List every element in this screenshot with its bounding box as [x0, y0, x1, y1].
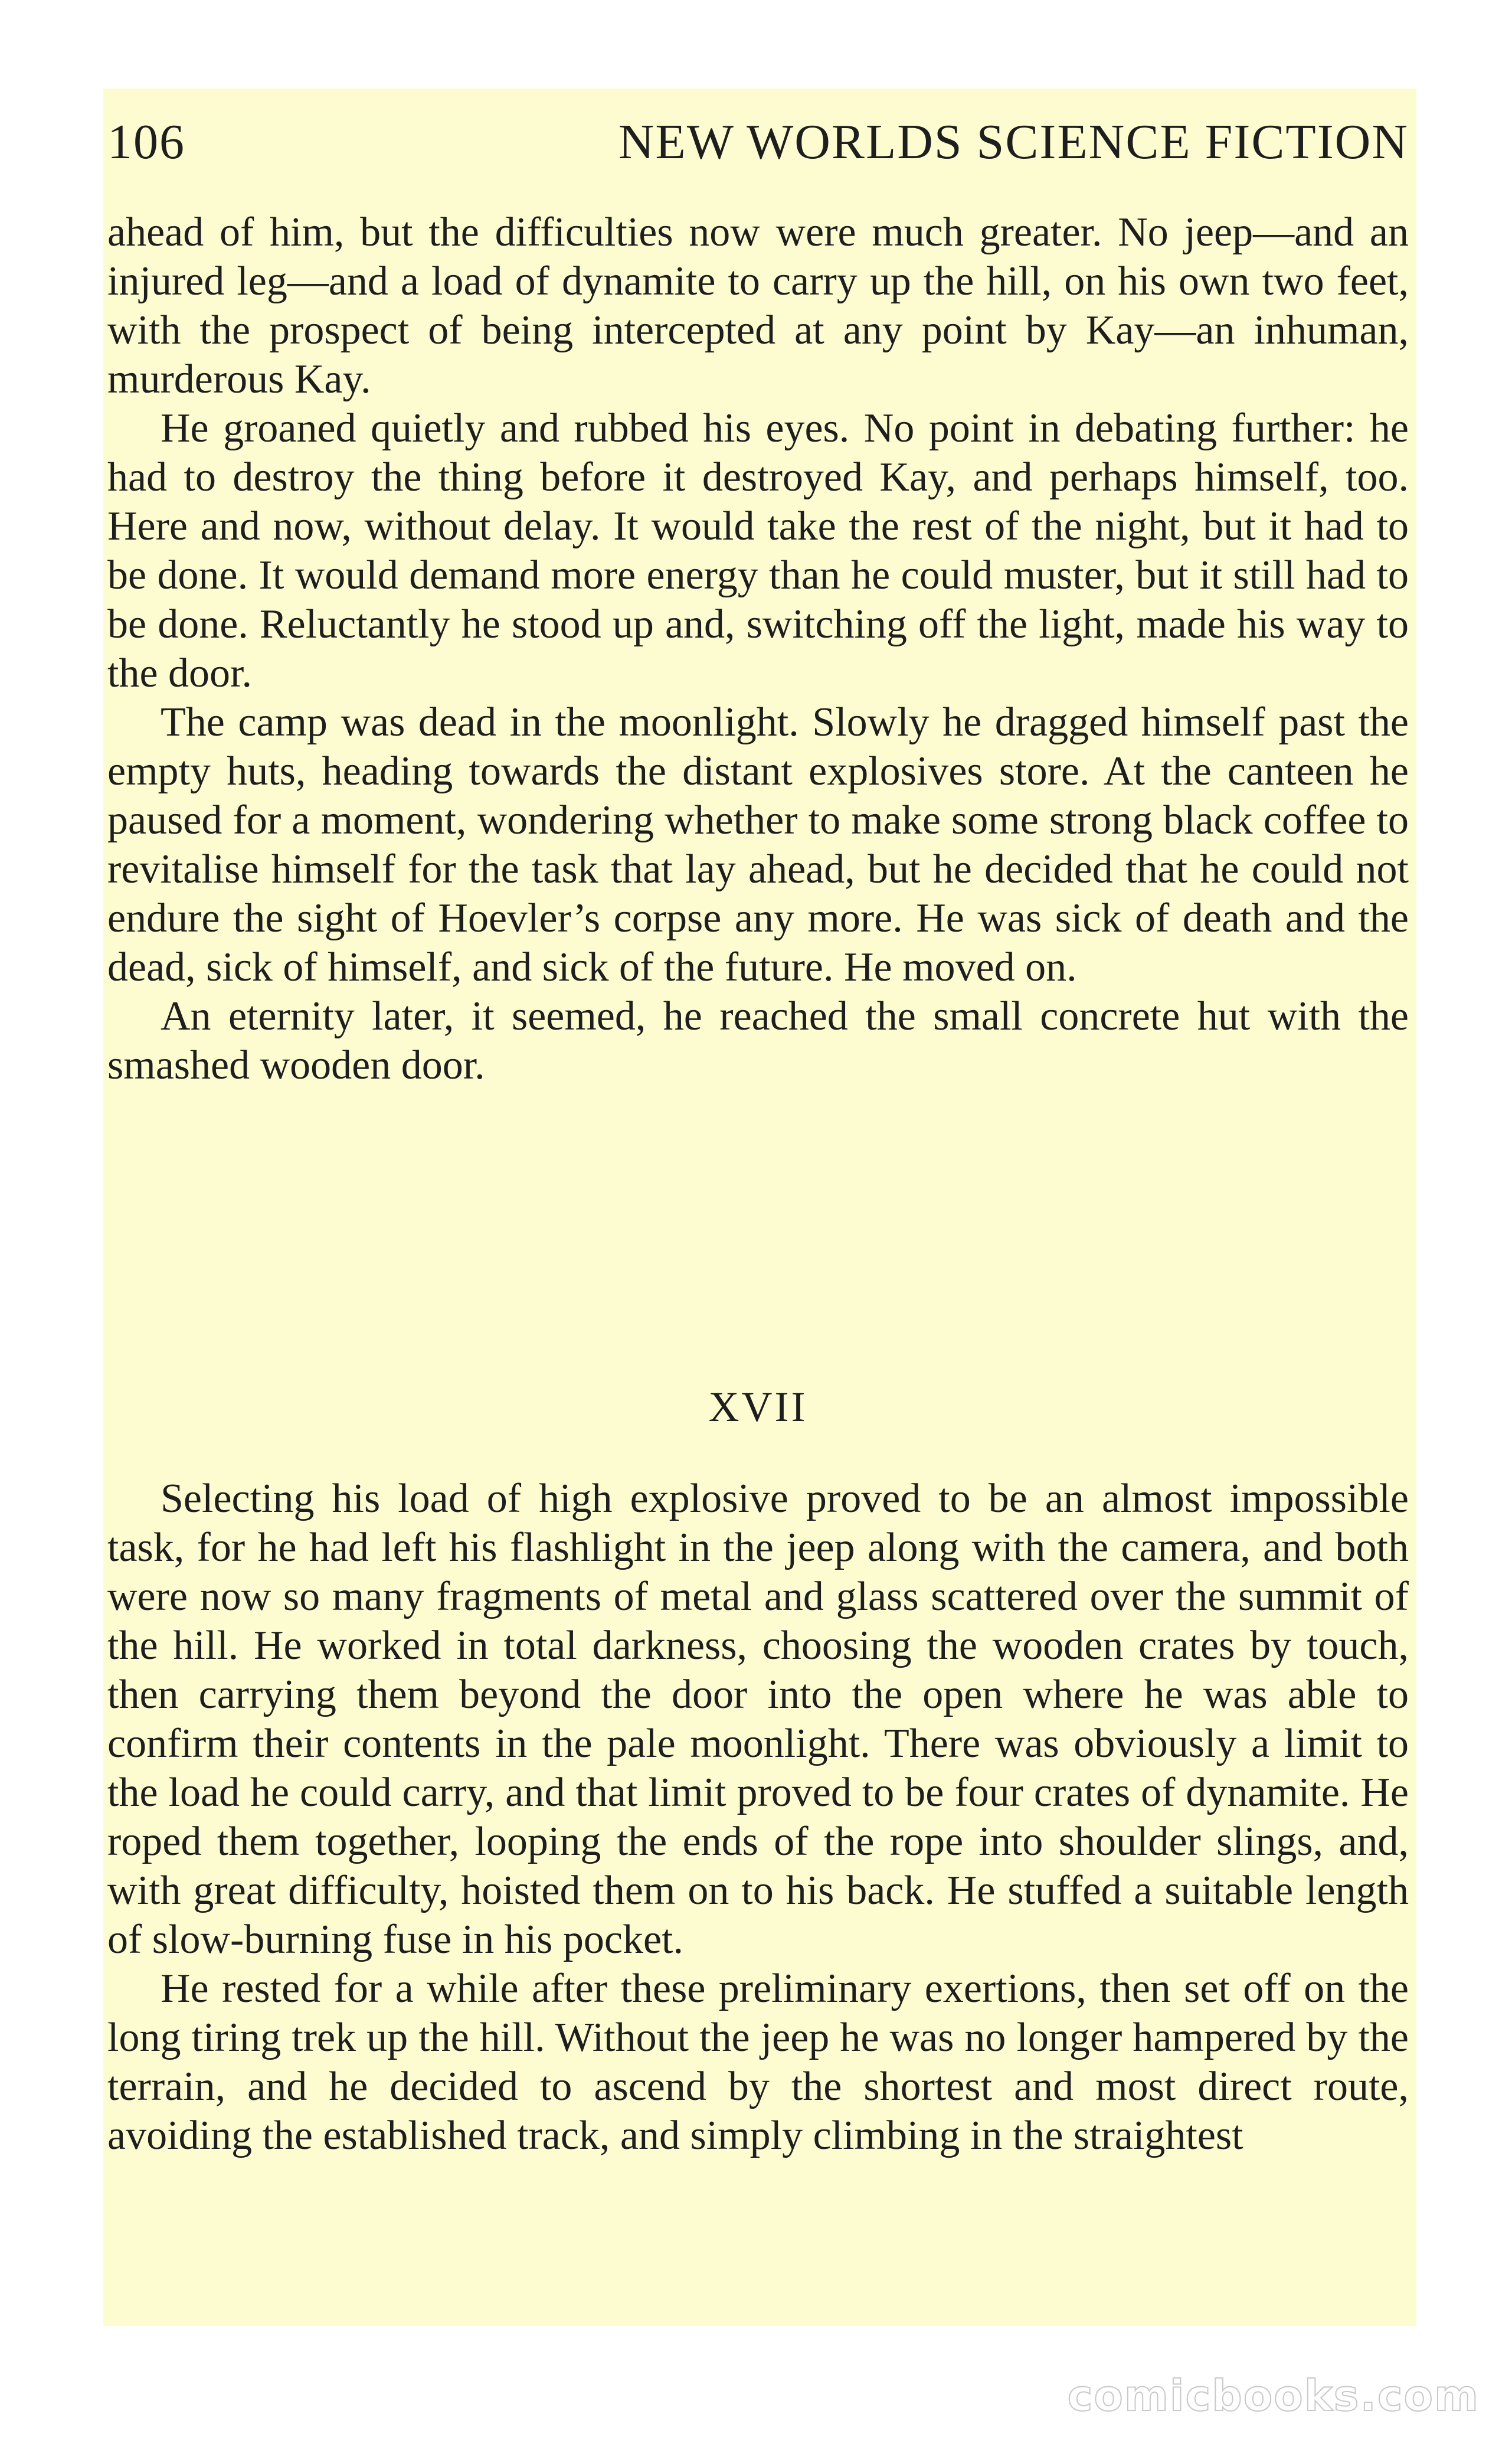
chapter-heading: XVII — [708, 1383, 808, 1430]
body-text-bottom — [107, 1474, 1409, 2160]
watermark: comicbooks.com — [1067, 2371, 1480, 2420]
paragraph-2: He groaned quietly and rubbed his eyes. No point in debating further: he had to destroy the thing before it destroyed Kay, and perhaps himself, too. Here and now, without delay. It would take the rest of the night, but it had to be done. It would demand more energy than he could muster, but it still had to be done. Reluctantly he stood up and, switching off the light, made his way to the door. — [107, 406, 1409, 696]
paragraph-6: He rested for a while after these preliminary exertions, then set off on the long tiring trek up the hill. Without the jeep he was no longer hampered by the terrain, and he decided to ascend by the shortest and most direct route, avoiding the established track, and simply climbing in the straightest — [107, 1966, 1409, 2158]
page-number: 106 — [107, 115, 185, 169]
body-text-top — [107, 208, 1409, 1090]
paragraph-1: ahead of him, but the difficulties now were much greater. No jeep—and an injured leg—and a load of dynamite to carry up the hill, on his own two feet, with the prospect of being intercepted at any point by Kay—an inhuman, murderous Kay. — [107, 210, 1409, 402]
magazine-title: NEW WORLDS SCIENCE FICTION — [618, 115, 1409, 169]
paragraph-4: An eternity later, it seemed, he reached the small concrete hut with the smashed wooden door. — [107, 994, 1409, 1088]
running-header — [107, 113, 1409, 178]
paragraph-3: The camp was dead in the moonlight. Slowly he dragged himself past the empty huts, heading towards the distant explosives store. At the canteen he paused for a moment, wondering whether to make some strong black coffee to revitalise himself for the task that lay ahead, but he decided that he could not endure the sight of Hoevler’s corpse any more. He was sick of death and the dead, sick of himself, and sick of the future. He moved on. — [107, 700, 1409, 990]
paragraph-5: Selecting his load of high explosive proved to be an almost impossible task, for he had left his flashlight in the jeep along with the camera, and both were now so many fragments of metal and glass scattered over the summit of the hill. He worked in total darkness, choosing the wooden crates by touch, then carrying them beyond the door into the open where he was able to confirm their contents in the pale moonlight. There was obviously a limit to the load he could carry, and that limit proved to be four crates of dynamite. He roped them together, looping the ends of the rope into shoulder slings, and, with great difficulty, hoisted them on to his back. He stuffed a suitable length of slow-burning fuse in his pocket. — [107, 1476, 1409, 1962]
